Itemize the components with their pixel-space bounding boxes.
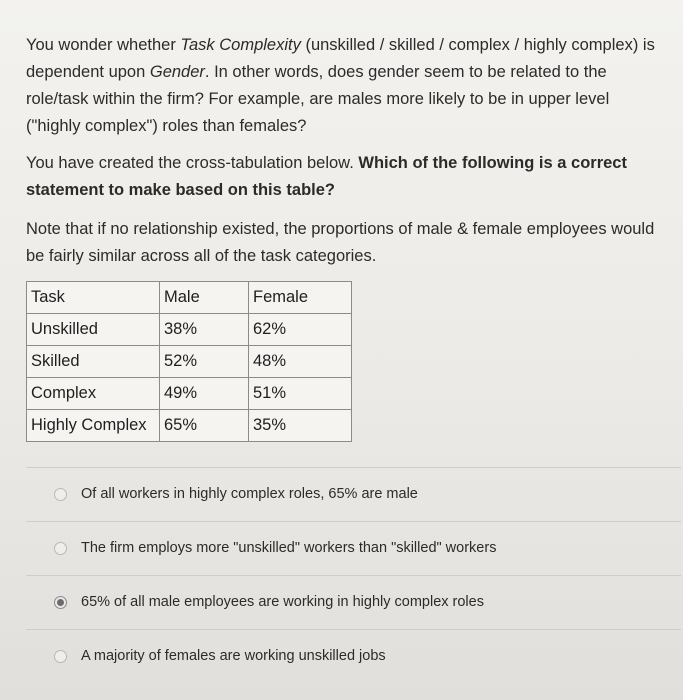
variable-task-complexity: Task Complexity: [180, 36, 301, 54]
table-cell: 62%: [249, 314, 352, 346]
table-header-row: [27, 282, 352, 314]
table-header-cell: Female: [249, 282, 352, 314]
table-header-cell: Task: [27, 282, 160, 314]
radio-button[interactable]: [54, 542, 67, 555]
table-cell: Skilled: [27, 346, 160, 378]
radio-button[interactable]: [54, 650, 67, 663]
answer-option-1[interactable]: [54, 486, 418, 502]
table-row: [27, 410, 352, 442]
table-cell: Unskilled: [27, 314, 160, 346]
option-label: A majority of females are working unskilled jobs: [81, 648, 386, 664]
option-divider: [26, 521, 681, 522]
table-cell: 38%: [160, 314, 249, 346]
question-paragraph-3: Note that if no relationship existed, the proportions of male & female employees would be fairly similar across all of the task categories.: [26, 220, 655, 265]
table-cell: Highly Complex: [27, 410, 160, 442]
option-label: 65% of all male employees are working in highly complex roles: [81, 594, 484, 610]
table-cell: 65%: [160, 410, 249, 442]
table-cell: 48%: [249, 346, 352, 378]
answer-option-2[interactable]: [54, 540, 496, 556]
table-header-cell: Male: [160, 282, 249, 314]
option-label: Of all workers in highly complex roles, 65% are male: [81, 486, 418, 502]
answer-option-4[interactable]: [54, 648, 386, 664]
radio-button-selected[interactable]: [54, 596, 67, 609]
variable-gender: Gender: [149, 63, 205, 81]
option-label: The firm employs more "unskilled" workers than "skilled" workers: [81, 540, 497, 556]
table-cell: Complex: [27, 378, 160, 410]
table-row: [27, 346, 352, 378]
table-cell: 35%: [249, 410, 352, 442]
option-divider: [26, 575, 681, 576]
question-paragraph-1: [26, 32, 656, 140]
table-row: [27, 378, 352, 410]
question-prompt-bold: Which of the following is a correct statement to make based on this table?: [26, 154, 627, 199]
option-divider: [26, 467, 681, 468]
cross-tabulation-table: [26, 281, 352, 442]
radio-button[interactable]: [54, 488, 67, 501]
table-cell: 49%: [160, 378, 249, 410]
question-text: You wonder whether: [26, 36, 181, 54]
table-cell: 52%: [160, 346, 249, 378]
option-divider: [26, 629, 681, 630]
question-paragraph-2: [26, 150, 656, 204]
question-text: You have created the cross-tabulation below.: [26, 154, 359, 172]
table-row: [27, 314, 352, 346]
question-text: . In other words, does gender seem to be related to the role/task within the firm? For example, are males more likely to be in upper level ("highly complex") roles than females?: [26, 63, 610, 135]
table-cell: 51%: [249, 378, 352, 410]
question-text: (unskilled / skilled / complex / highly complex) is dependent upon: [26, 36, 655, 81]
answer-option-3[interactable]: [54, 594, 484, 610]
